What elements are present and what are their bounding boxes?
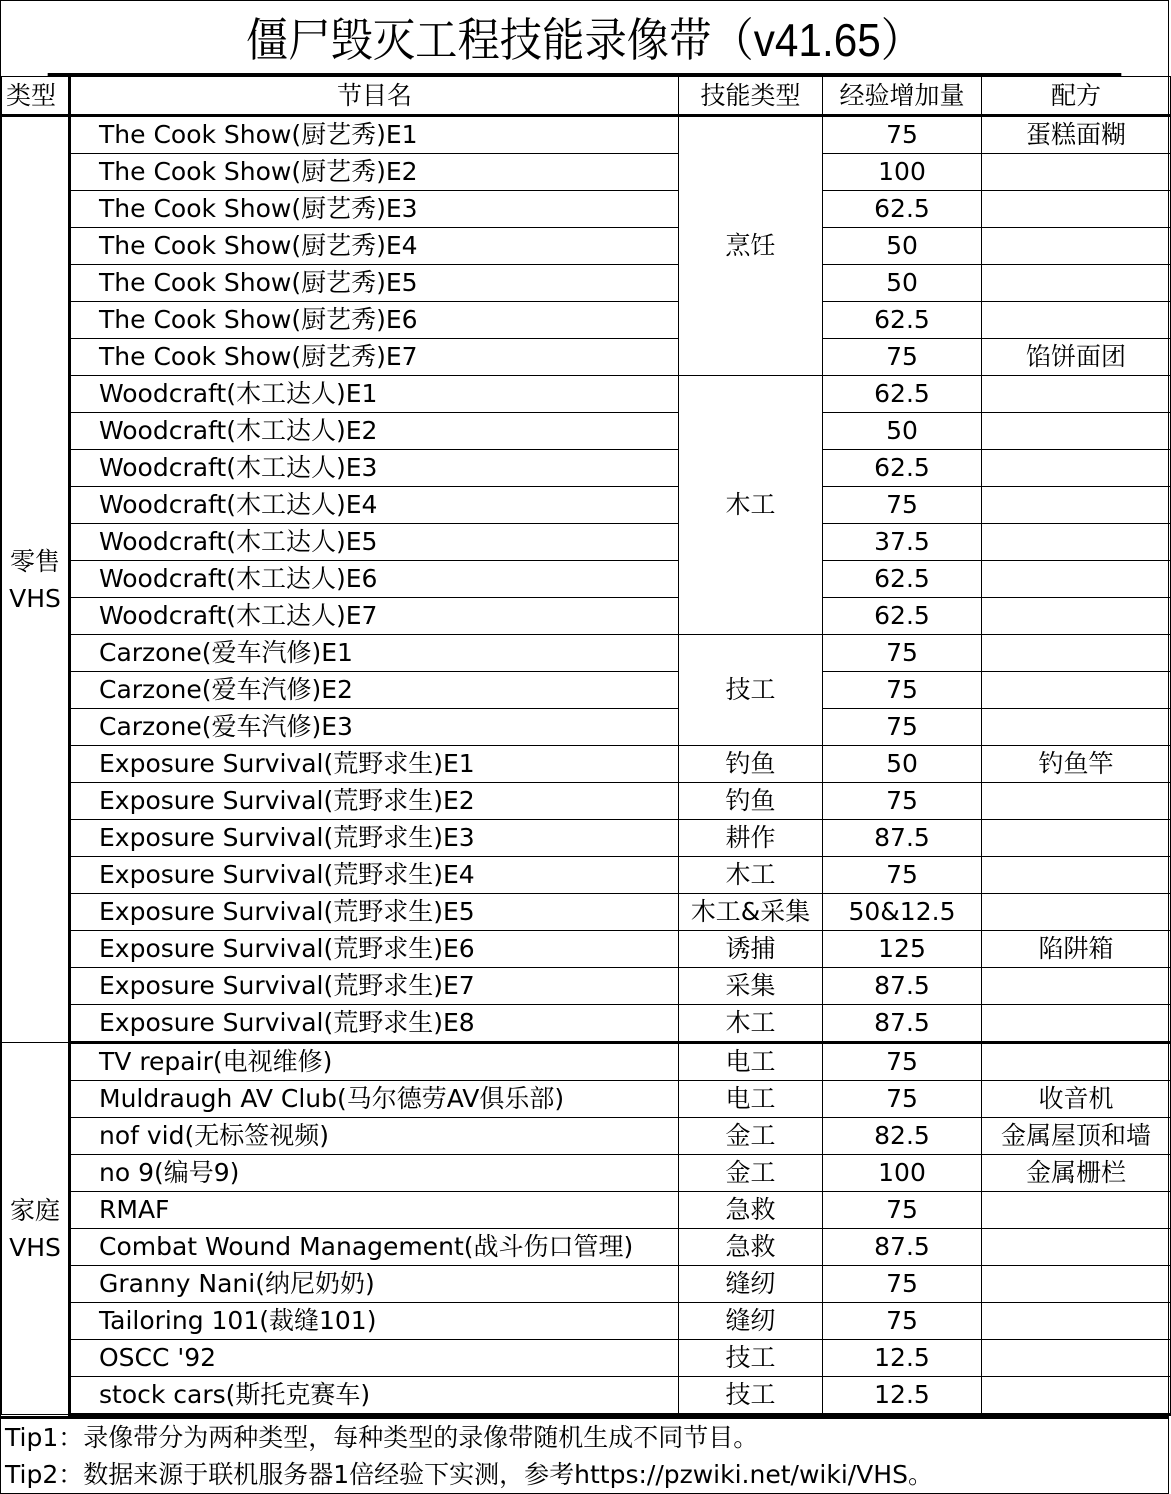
xp-gain-cell: 75 <box>823 672 982 709</box>
xp-gain-cell: 87.5 <box>823 1229 982 1266</box>
program-name-cell: The Cook Show(厨艺秀)E2 <box>70 154 679 191</box>
program-name-cell: Carzone(爱车汽修)E3 <box>70 709 679 746</box>
program-name-cell: The Cook Show(厨艺秀)E4 <box>70 228 679 265</box>
table-row <box>2 450 1171 487</box>
xp-gain-cell: 75 <box>823 635 982 672</box>
recipe-cell <box>982 302 1171 339</box>
recipe-cell <box>982 1340 1171 1377</box>
table-row <box>2 154 1171 191</box>
recipe-cell <box>982 413 1171 450</box>
program-name-cell: Tailoring 101(裁缝101) <box>70 1303 679 1340</box>
program-name-cell: Exposure Survival(荒野求生)E2 <box>70 783 679 820</box>
recipe-cell <box>982 635 1171 672</box>
program-name-cell: Exposure Survival(荒野求生)E4 <box>70 857 679 894</box>
xp-gain-cell: 75 <box>823 116 982 154</box>
table-row <box>2 561 1171 598</box>
recipe-cell <box>982 820 1171 857</box>
recipe-cell <box>982 598 1171 635</box>
skill-type-cell: 电工 <box>679 1081 823 1118</box>
xp-gain-cell: 75 <box>823 1266 982 1303</box>
program-name-cell: Woodcraft(木工达人)E5 <box>70 524 679 561</box>
tip-2: Tip2：数据来源于联机服务器1倍经验下实测，参考https://pzwiki.net/wiki/VHS。 <box>5 1460 933 1489</box>
program-name-cell: no 9(编号9) <box>70 1155 679 1192</box>
tips-section <box>1 1416 1168 1493</box>
xp-gain-cell: 75 <box>823 857 982 894</box>
recipe-cell <box>982 894 1171 931</box>
xp-gain-cell: 12.5 <box>823 1340 982 1377</box>
skill-type-cell: 急救 <box>679 1229 823 1266</box>
table-row <box>2 1005 1171 1043</box>
xp-gain-cell: 62.5 <box>823 376 982 413</box>
table-row <box>2 339 1171 376</box>
table-row <box>2 1081 1171 1118</box>
xp-gain-cell: 12.5 <box>823 1377 982 1415</box>
table-row <box>2 376 1171 413</box>
program-name-cell: Exposure Survival(荒野求生)E7 <box>70 968 679 1005</box>
program-name-cell: Granny Nani(纳尼奶奶) <box>70 1266 679 1303</box>
skill-type-cell: 技工 <box>679 635 823 746</box>
program-name-cell: Exposure Survival(荒野求生)E1 <box>70 746 679 783</box>
skill-type-cell: 技工 <box>679 1340 823 1377</box>
table-row <box>2 1192 1171 1229</box>
recipe-cell <box>982 450 1171 487</box>
recipe-cell <box>982 1229 1171 1266</box>
header-program: 节目名 <box>70 77 679 116</box>
recipe-cell <box>982 968 1171 1005</box>
table-row <box>2 1340 1171 1377</box>
program-name-cell: Woodcraft(木工达人)E2 <box>70 413 679 450</box>
program-name-cell: Exposure Survival(荒野求生)E5 <box>70 894 679 931</box>
recipe-cell <box>982 228 1171 265</box>
table-row <box>2 672 1171 709</box>
program-name-cell: Muldraugh AV Club(马尔德劳AV俱乐部) <box>70 1081 679 1118</box>
program-name-cell: RMAF <box>70 1192 679 1229</box>
category-cell <box>2 116 70 1043</box>
table-row <box>2 894 1171 931</box>
table-row <box>2 931 1171 968</box>
table-row <box>2 228 1171 265</box>
category-cell <box>2 1043 70 1415</box>
program-name-cell: OSCC '92 <box>70 1340 679 1377</box>
recipe-cell <box>982 154 1171 191</box>
header-xp-gain: 经验增加量 <box>823 77 982 116</box>
tip-1: Tip1：录像带分为两种类型，每种类型的录像带随机生成不同节目。 <box>5 1423 759 1452</box>
table-row <box>2 820 1171 857</box>
table-row <box>2 746 1171 783</box>
header-row <box>2 77 1171 116</box>
program-name-cell: Exposure Survival(荒野求生)E8 <box>70 1005 679 1043</box>
table-row <box>2 968 1171 1005</box>
program-name-cell: Woodcraft(木工达人)E7 <box>70 598 679 635</box>
skill-type-cell: 木工 <box>679 1005 823 1043</box>
table-row <box>2 116 1171 154</box>
table-row <box>2 524 1171 561</box>
table-row <box>2 709 1171 746</box>
recipe-cell <box>982 1377 1171 1415</box>
table-row <box>2 302 1171 339</box>
recipe-cell <box>982 1266 1171 1303</box>
recipe-cell <box>982 1303 1171 1340</box>
xp-gain-cell: 75 <box>823 1303 982 1340</box>
program-name-cell: Woodcraft(木工达人)E4 <box>70 487 679 524</box>
skill-type-cell: 钓鱼 <box>679 746 823 783</box>
table-row <box>2 1229 1171 1266</box>
program-name-cell: Carzone(爱车汽修)E2 <box>70 672 679 709</box>
xp-gain-cell: 87.5 <box>823 968 982 1005</box>
table-row <box>2 1043 1171 1081</box>
xp-gain-cell: 62.5 <box>823 302 982 339</box>
table-row <box>2 635 1171 672</box>
xp-gain-cell: 50 <box>823 228 982 265</box>
table-row <box>2 1155 1171 1192</box>
program-name-cell: Carzone(爱车汽修)E1 <box>70 635 679 672</box>
program-name-cell: Woodcraft(木工达人)E1 <box>70 376 679 413</box>
table-row <box>2 857 1171 894</box>
skill-type-cell: 诱捕 <box>679 931 823 968</box>
recipe-cell <box>982 524 1171 561</box>
recipe-cell: 金属屋顶和墙 <box>982 1118 1171 1155</box>
program-name-cell: stock cars(斯托克赛车) <box>70 1377 679 1415</box>
xp-gain-cell: 75 <box>823 1043 982 1081</box>
program-name-cell: Exposure Survival(荒野求生)E6 <box>70 931 679 968</box>
table-body <box>2 116 1171 1415</box>
recipe-cell: 收音机 <box>982 1081 1171 1118</box>
category-label: 家庭 <box>9 1195 60 1225</box>
program-name-cell: Woodcraft(木工达人)E6 <box>70 561 679 598</box>
skill-type-cell: 耕作 <box>679 820 823 857</box>
recipe-cell <box>982 1005 1171 1043</box>
table-row <box>2 598 1171 635</box>
table-row <box>2 783 1171 820</box>
recipe-cell <box>982 376 1171 413</box>
recipe-cell <box>982 561 1171 598</box>
program-name-cell: Combat Wound Management(战斗伤口管理) <box>70 1229 679 1266</box>
xp-gain-cell: 75 <box>823 487 982 524</box>
program-name-cell: The Cook Show(厨艺秀)E5 <box>70 265 679 302</box>
xp-gain-cell: 100 <box>823 154 982 191</box>
xp-gain-cell: 75 <box>823 709 982 746</box>
recipe-cell <box>982 709 1171 746</box>
xp-gain-cell: 87.5 <box>823 820 982 857</box>
xp-gain-cell: 125 <box>823 931 982 968</box>
recipe-cell: 金属栅栏 <box>982 1155 1171 1192</box>
program-name-cell: nof vid(无标签视频) <box>70 1118 679 1155</box>
table-row <box>2 265 1171 302</box>
category-label: 零售 <box>9 546 60 576</box>
skill-type-cell: 缝纫 <box>679 1266 823 1303</box>
skill-type-cell: 技工 <box>679 1377 823 1415</box>
program-name-cell: Woodcraft(木工达人)E3 <box>70 450 679 487</box>
skill-type-cell: 缝纫 <box>679 1303 823 1340</box>
header-skill-type: 技能类型 <box>679 77 823 116</box>
recipe-cell <box>982 487 1171 524</box>
xp-gain-cell: 100 <box>823 1155 982 1192</box>
table-row <box>2 1303 1171 1340</box>
program-name-cell: The Cook Show(厨艺秀)E6 <box>70 302 679 339</box>
header-category: 类型 <box>2 77 70 116</box>
skill-type-cell: 采集 <box>679 968 823 1005</box>
xp-gain-cell: 87.5 <box>823 1005 982 1043</box>
xp-gain-cell: 50 <box>823 413 982 450</box>
table-row <box>2 1377 1171 1415</box>
skill-type-cell: 金工 <box>679 1155 823 1192</box>
program-name-cell: TV repair(电视维修) <box>70 1043 679 1081</box>
header-recipe: 配方 <box>982 77 1171 116</box>
table-row <box>2 1266 1171 1303</box>
xp-gain-cell: 37.5 <box>823 524 982 561</box>
recipe-cell <box>982 265 1171 302</box>
xp-gain-cell: 50 <box>823 746 982 783</box>
recipe-cell: 钓鱼竿 <box>982 746 1171 783</box>
xp-gain-cell: 75 <box>823 1081 982 1118</box>
xp-gain-cell: 62.5 <box>823 450 982 487</box>
skill-type-cell: 木工 <box>679 857 823 894</box>
program-name-cell: The Cook Show(厨艺秀)E3 <box>70 191 679 228</box>
program-name-cell: Exposure Survival(荒野求生)E3 <box>70 820 679 857</box>
program-name-cell: The Cook Show(厨艺秀)E7 <box>70 339 679 376</box>
recipe-cell: 蛋糕面糊 <box>982 116 1171 154</box>
xp-gain-cell: 50 <box>823 265 982 302</box>
category-sublabel: VHS <box>9 1232 61 1262</box>
skill-type-cell: 电工 <box>679 1043 823 1081</box>
recipe-cell <box>982 857 1171 894</box>
table-row <box>2 487 1171 524</box>
page-title: 僵尸毁灭工程技能录像带（v41.65） <box>48 1 1122 76</box>
xp-gain-cell: 75 <box>823 339 982 376</box>
table-row <box>2 413 1171 450</box>
table-row <box>2 1118 1171 1155</box>
skill-type-cell: 金工 <box>679 1118 823 1155</box>
recipe-cell <box>982 783 1171 820</box>
skill-type-cell: 急救 <box>679 1192 823 1229</box>
xp-gain-cell: 75 <box>823 1192 982 1229</box>
xp-gain-cell: 62.5 <box>823 561 982 598</box>
skill-type-cell: 木工 <box>679 376 823 635</box>
recipe-cell <box>982 672 1171 709</box>
skill-type-cell: 木工&采集 <box>679 894 823 931</box>
xp-gain-cell: 62.5 <box>823 598 982 635</box>
table-row <box>2 191 1171 228</box>
recipe-cell <box>982 1043 1171 1081</box>
vhs-table <box>1 76 1171 1416</box>
recipe-cell <box>982 1192 1171 1229</box>
category-sublabel: VHS <box>9 583 61 613</box>
recipe-cell: 馅饼面团 <box>982 339 1171 376</box>
program-name-cell: The Cook Show(厨艺秀)E1 <box>70 116 679 154</box>
recipe-cell: 陷阱箱 <box>982 931 1171 968</box>
xp-gain-cell: 75 <box>823 783 982 820</box>
xp-gain-cell: 62.5 <box>823 191 982 228</box>
recipe-cell <box>982 191 1171 228</box>
xp-gain-cell: 82.5 <box>823 1118 982 1155</box>
skill-type-cell: 烹饪 <box>679 116 823 376</box>
skill-type-cell: 钓鱼 <box>679 783 823 820</box>
xp-gain-cell: 50&12.5 <box>823 894 982 931</box>
